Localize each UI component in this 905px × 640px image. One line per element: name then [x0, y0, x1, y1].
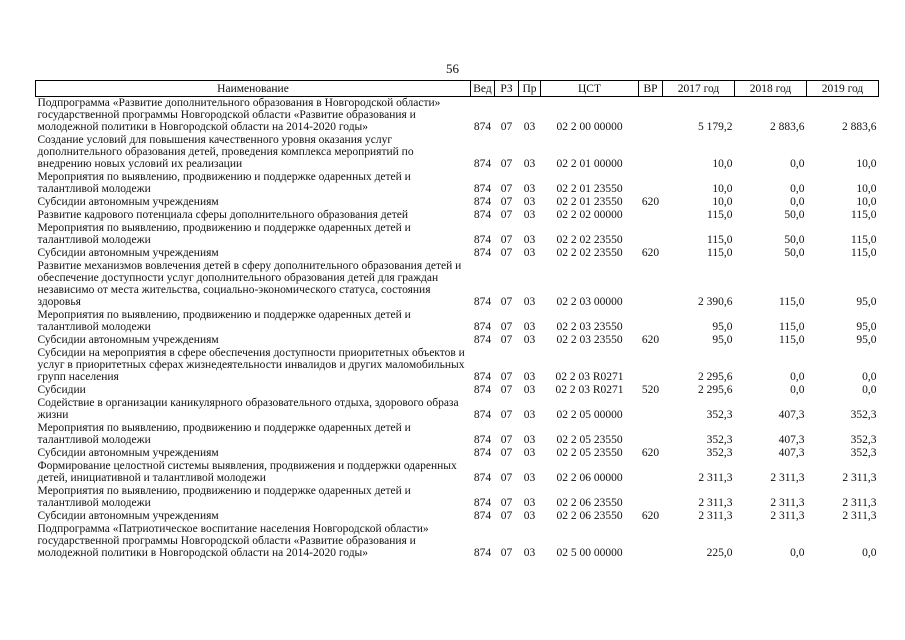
- row-pr: 03: [523, 209, 536, 221]
- header-row: [36, 81, 879, 97]
- row-rz: 07: [500, 196, 513, 208]
- row-2017: 10,0: [712, 183, 733, 195]
- row-cst: 02 2 05 23550: [556, 434, 623, 446]
- header-2018: 2018 год: [735, 81, 807, 97]
- row-pr: 03: [523, 183, 536, 195]
- row-2017: 115,0: [707, 209, 733, 221]
- row-2017: 2 295,6: [698, 371, 733, 383]
- row-pr: 03: [523, 247, 536, 259]
- row-ved: 874: [473, 447, 492, 459]
- header-2017: 2017 год: [663, 81, 735, 97]
- row-2018: 2 311,3: [770, 472, 805, 484]
- row-vr: [639, 485, 663, 510]
- row-ved: 874: [473, 196, 492, 208]
- table-row: [36, 196, 879, 209]
- row-rz: 07: [500, 234, 513, 246]
- row-2019: 115,0: [851, 209, 877, 221]
- row-ved: 874: [473, 296, 492, 308]
- row-2019: 0,0: [862, 384, 877, 396]
- row-rz: 07: [500, 158, 513, 170]
- row-2019: 0,0: [862, 371, 877, 383]
- row-2018: 115,0: [779, 296, 805, 308]
- row-vr: [639, 397, 663, 422]
- row-2017: 10,0: [712, 196, 733, 208]
- table-row: [36, 384, 879, 397]
- row-rz: 07: [500, 296, 513, 308]
- row-2019: 95,0: [856, 334, 877, 346]
- row-2019: 2 311,3: [842, 510, 877, 522]
- table-row: [36, 485, 879, 510]
- row-2018: 2 311,3: [770, 497, 805, 509]
- row-rz: 07: [500, 447, 513, 459]
- row-cst: 02 2 05 00000: [556, 409, 623, 421]
- table-row: [36, 347, 879, 384]
- row-ved: 874: [473, 434, 492, 446]
- row-vr: 520: [641, 384, 660, 396]
- row-cst: 02 2 06 23550: [556, 497, 623, 509]
- row-vr: 620: [641, 510, 660, 522]
- row-name: Субсидии автономным учреждениям: [37, 247, 219, 259]
- row-name: Субсидии автономным учреждениям: [37, 447, 219, 459]
- row-cst: 02 2 06 00000: [556, 472, 623, 484]
- row-2018: 115,0: [779, 321, 805, 333]
- row-name: Подпрограмма «Патриотическое воспитание населения Новгородской области» государственной программы Новгородской области «Развитие образования и молодежной политики в Новгородской области на 2014-2020 годы»: [37, 523, 429, 559]
- row-2019: 352,3: [850, 434, 877, 446]
- row-2018: 2 883,6: [770, 121, 805, 133]
- page-number: 56: [446, 61, 459, 76]
- row-pr: 03: [523, 472, 536, 484]
- row-cst: 02 2 02 23550: [556, 234, 623, 246]
- row-cst: 02 2 01 00000: [556, 158, 623, 170]
- row-2017: 95,0: [712, 321, 733, 333]
- table-row: [36, 309, 879, 334]
- row-2018: 50,0: [784, 247, 805, 259]
- row-ved: 874: [473, 247, 492, 259]
- row-2018: 0,0: [790, 196, 805, 208]
- row-ved: 874: [473, 510, 492, 522]
- table-row: [36, 247, 879, 260]
- row-cst: 02 2 00 00000: [556, 121, 623, 133]
- row-vr: [639, 309, 663, 334]
- table-row: [36, 171, 879, 196]
- row-2017: 2 311,3: [698, 510, 733, 522]
- row-2019: 115,0: [851, 247, 877, 259]
- header-cst: ЦСТ: [541, 81, 639, 97]
- row-vr: [639, 422, 663, 447]
- row-ved: 874: [473, 121, 492, 133]
- row-2019: 352,3: [850, 447, 877, 459]
- row-cst: 02 2 03 R0271: [555, 371, 624, 383]
- header-vr: ВР: [639, 81, 663, 97]
- row-vr: [639, 209, 663, 222]
- row-2017: 352,3: [706, 409, 733, 421]
- row-2019: 352,3: [850, 409, 877, 421]
- row-2017: 115,0: [707, 247, 733, 259]
- table-row: [36, 134, 879, 171]
- header-name: Наименование: [36, 81, 471, 97]
- header-ved: Вед: [471, 81, 495, 97]
- row-name: Формирование целостной системы выявления, продвижения и поддержки одаренных детей, инициативной и талантливой молодежи: [37, 460, 457, 484]
- row-vr: 620: [641, 247, 660, 259]
- row-rz: 07: [500, 409, 513, 421]
- row-rz: 07: [500, 472, 513, 484]
- row-rz: 07: [500, 121, 513, 133]
- row-2019: 10,0: [856, 183, 877, 195]
- row-pr: 03: [523, 321, 536, 333]
- row-ved: 874: [473, 209, 492, 221]
- row-2017: 352,3: [706, 447, 733, 459]
- row-pr: 03: [523, 296, 536, 308]
- row-cst: 02 2 01 23550: [556, 196, 623, 208]
- row-2017: 2 295,6: [698, 384, 733, 396]
- row-2017: 115,0: [707, 234, 733, 246]
- row-2019: 0,0: [862, 547, 877, 559]
- table-row: [36, 334, 879, 347]
- row-name: Субсидии на мероприятия в сфере обеспечения доступности приоритетных объектов и услуг в приоритетных сферах жизнедеятельности инвалидов и других маломобильных групп населения: [37, 347, 465, 383]
- row-pr: 03: [523, 510, 536, 522]
- row-rz: 07: [500, 510, 513, 522]
- row-cst: 02 2 01 23550: [556, 183, 623, 195]
- row-cst: 02 2 02 23550: [556, 247, 623, 259]
- table-row: [36, 97, 879, 135]
- row-2019: 2 311,3: [842, 497, 877, 509]
- row-rz: 07: [500, 209, 513, 221]
- table-row: [36, 209, 879, 222]
- row-name: Субсидии автономным учреждениям: [37, 334, 219, 346]
- row-ved: 874: [473, 334, 492, 346]
- row-ved: 874: [473, 409, 492, 421]
- row-vr: [639, 460, 663, 485]
- row-pr: 03: [523, 121, 536, 133]
- row-2017: 2 390,6: [698, 296, 733, 308]
- header-pr: Пр: [519, 81, 541, 97]
- row-ved: 874: [473, 547, 492, 559]
- row-2018: 0,0: [790, 371, 805, 383]
- row-2017: 10,0: [712, 158, 733, 170]
- row-pr: 03: [523, 447, 536, 459]
- row-ved: 874: [473, 234, 492, 246]
- row-ved: 874: [473, 183, 492, 195]
- row-name: Мероприятия по выявлению, продвижению и поддержке одаренных детей и талантливой молодежи: [37, 171, 411, 195]
- row-2017: 5 179,2: [698, 121, 733, 133]
- row-2018: 50,0: [784, 234, 805, 246]
- row-2019: 2 311,3: [842, 472, 877, 484]
- row-2018: 0,0: [790, 547, 805, 559]
- row-vr: [639, 523, 663, 560]
- row-2017: 352,3: [706, 434, 733, 446]
- table-row: [36, 222, 879, 247]
- row-cst: 02 2 02 00000: [556, 209, 623, 221]
- row-pr: 03: [523, 334, 536, 346]
- row-pr: 03: [523, 409, 536, 421]
- row-name: Субсидии: [37, 384, 86, 396]
- table-row: [36, 397, 879, 422]
- table-row: [36, 460, 879, 485]
- row-rz: 07: [500, 371, 513, 383]
- row-2018: 407,3: [778, 434, 805, 446]
- table-row: [36, 260, 879, 309]
- row-vr: [639, 260, 663, 309]
- row-cst: 02 2 06 23550: [556, 510, 623, 522]
- row-2018: 0,0: [790, 183, 805, 195]
- row-vr: [639, 134, 663, 171]
- row-ved: 874: [473, 472, 492, 484]
- row-rz: 07: [500, 334, 513, 346]
- row-ved: 874: [473, 158, 492, 170]
- row-2018: 0,0: [790, 158, 805, 170]
- row-rz: 07: [500, 384, 513, 396]
- row-pr: 03: [523, 158, 536, 170]
- row-2019: 95,0: [856, 296, 877, 308]
- row-ved: 874: [473, 497, 492, 509]
- row-rz: 07: [500, 321, 513, 333]
- row-name: Мероприятия по выявлению, продвижению и поддержке одаренных детей и талантливой молодежи: [37, 422, 411, 446]
- table-row: [36, 523, 879, 560]
- row-rz: 07: [500, 434, 513, 446]
- row-2017: 95,0: [712, 334, 733, 346]
- row-pr: 03: [523, 434, 536, 446]
- row-name: Субсидии автономным учреждениям: [37, 196, 219, 208]
- row-vr: 620: [641, 447, 660, 459]
- row-2017: 2 311,3: [698, 497, 733, 509]
- header-2019: 2019 год: [807, 81, 879, 97]
- row-vr: [639, 222, 663, 247]
- row-name: Подпрограмма «Развитие дополнительного образования в Новгородской области» государственной программы Новгородской области «Развитие образования и молодежной политики в Новгородской области на 2014-2020 годы»: [37, 97, 441, 133]
- row-2018: 407,3: [778, 409, 805, 421]
- row-2018: 50,0: [784, 209, 805, 221]
- row-vr: 620: [641, 334, 660, 346]
- table-row: [36, 447, 879, 460]
- row-2018: 0,0: [790, 384, 805, 396]
- row-2019: 10,0: [856, 158, 877, 170]
- budget-table: [35, 80, 879, 560]
- row-cst: 02 2 03 23550: [556, 321, 623, 333]
- row-name: Субсидии автономным учреждениям: [37, 510, 219, 522]
- row-cst: 02 5 00 00000: [556, 547, 623, 559]
- row-2017: 225,0: [706, 547, 733, 559]
- row-name: Мероприятия по выявлению, продвижению и поддержке одаренных детей и талантливой молодежи: [37, 309, 411, 333]
- table-row: [36, 510, 879, 523]
- table-row: [36, 422, 879, 447]
- row-name: Создание условий для повышения качественного уровня оказания услуг дополнительного образования детей, проведения комплекса мероприятий по внедрению новых условий их реализации: [37, 134, 414, 170]
- row-rz: 07: [500, 547, 513, 559]
- header-rz: РЗ: [495, 81, 519, 97]
- row-vr: [639, 97, 663, 135]
- row-2018: 407,3: [778, 447, 805, 459]
- row-2018: 115,0: [779, 334, 805, 346]
- row-2019: 95,0: [856, 321, 877, 333]
- row-2019: 10,0: [856, 196, 877, 208]
- row-name: Мероприятия по выявлению, продвижению и поддержке одаренных детей и талантливой молодежи: [37, 222, 411, 246]
- row-name: Мероприятия по выявлению, продвижению и поддержке одаренных детей и талантливой молодежи: [37, 485, 411, 509]
- row-2018: 2 311,3: [770, 510, 805, 522]
- row-name: Развитие кадрового потенциала сферы дополнительного образования детей: [37, 209, 408, 221]
- row-pr: 03: [523, 547, 536, 559]
- row-rz: 07: [500, 247, 513, 259]
- row-name: Содействие в организации каникулярного образовательного отдыха, здорового образа жизни: [37, 397, 459, 421]
- row-pr: 03: [523, 497, 536, 509]
- row-rz: 07: [500, 183, 513, 195]
- row-cst: 02 2 03 R0271: [555, 384, 624, 396]
- row-pr: 03: [523, 196, 536, 208]
- row-name: Развитие механизмов вовлечения детей в сферу дополнительного образования детей и обеспечение доступности услуг дополнительного образования детей для граждан независимо от места жительства, социально-экономического статуса, состояния здоровья: [37, 260, 462, 308]
- row-pr: 03: [523, 234, 536, 246]
- row-2019: 2 883,6: [842, 121, 877, 133]
- row-pr: 03: [523, 371, 536, 383]
- row-2017: 2 311,3: [698, 472, 733, 484]
- row-pr: 03: [523, 384, 536, 396]
- row-cst: 02 2 05 23550: [556, 447, 623, 459]
- row-vr: [639, 347, 663, 384]
- row-vr: [639, 171, 663, 196]
- row-ved: 874: [473, 371, 492, 383]
- row-2019: 115,0: [851, 234, 877, 246]
- row-vr: 620: [641, 196, 660, 208]
- row-cst: 02 2 03 00000: [556, 296, 623, 308]
- row-cst: 02 2 03 23550: [556, 334, 623, 346]
- row-rz: 07: [500, 497, 513, 509]
- row-ved: 874: [473, 384, 492, 396]
- row-ved: 874: [473, 321, 492, 333]
